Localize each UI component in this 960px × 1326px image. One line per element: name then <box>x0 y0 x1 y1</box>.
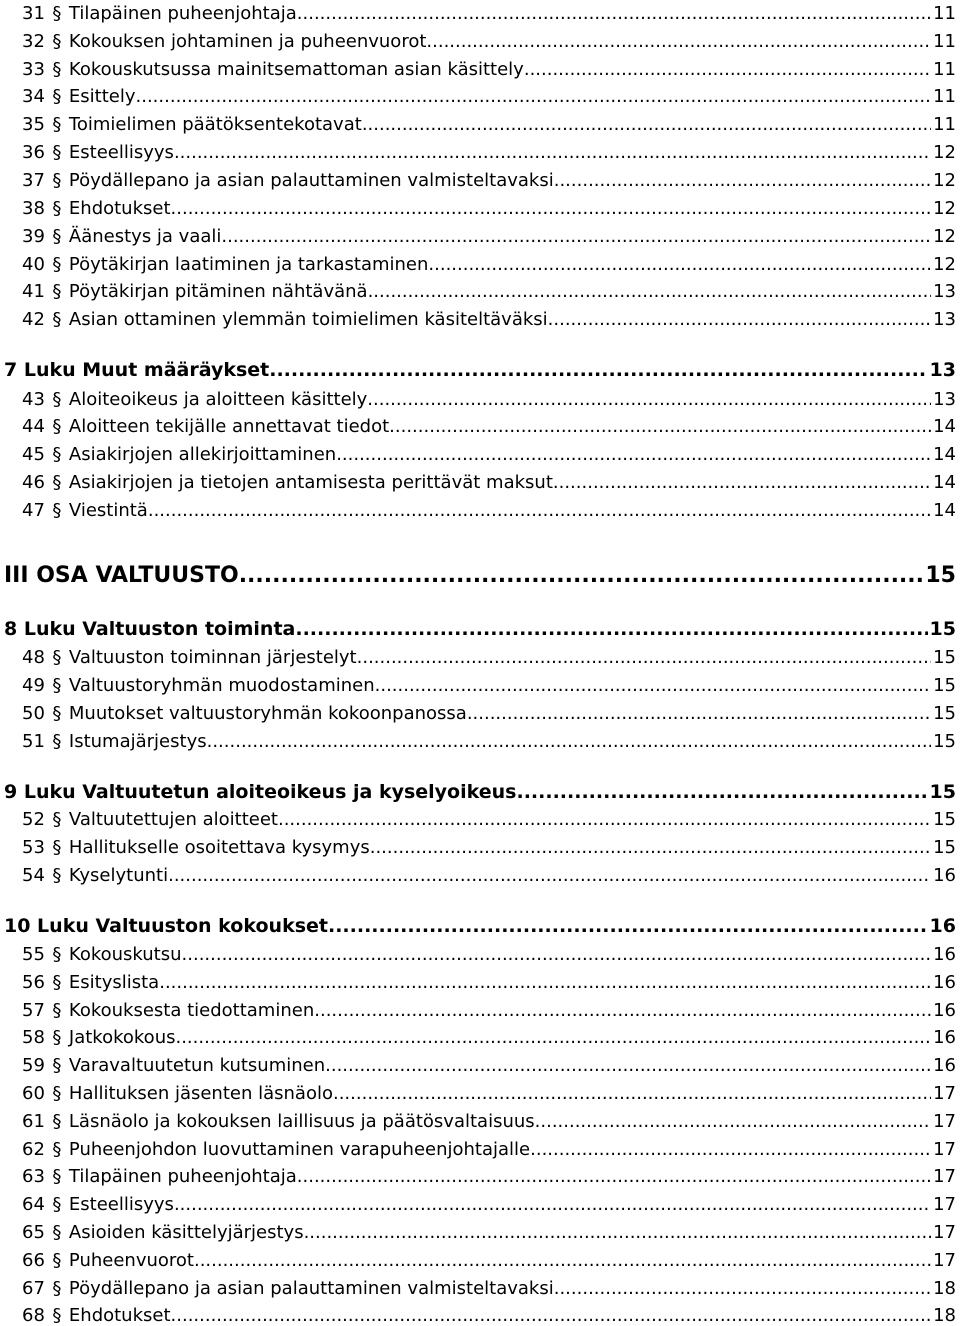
chapter-title: 10 Luku Valtuuston kokoukset <box>4 915 328 937</box>
section-title: Asiakirjojen ja tietojen antamisesta perittävät maksut <box>68 472 553 493</box>
section-sign-icon: § <box>52 944 62 965</box>
section-number: 52 <box>22 809 45 830</box>
section-sign-icon: § <box>52 1055 62 1076</box>
dot-leader <box>367 389 931 410</box>
entry-label <box>22 1305 171 1326</box>
entry-label <box>22 1027 175 1048</box>
entry-label <box>22 1055 325 1076</box>
dot-leader <box>221 226 931 247</box>
toc-part-entry[interactable] <box>4 560 956 588</box>
section-sign-icon: § <box>52 1139 62 1160</box>
entry-label <box>22 31 426 52</box>
section-title: Puheenvuorot <box>68 1250 194 1271</box>
section-title: Viestintä <box>68 500 148 521</box>
page-number: 11 <box>933 3 956 24</box>
page-number: 15 <box>933 675 956 696</box>
dot-leader <box>535 1111 931 1132</box>
toc-section-entry[interactable] <box>22 941 956 965</box>
entry-label <box>22 500 148 521</box>
entry-label <box>22 226 221 247</box>
section-title: Esityslista <box>68 972 160 993</box>
entry-label <box>22 647 357 668</box>
page-number: 15 <box>933 703 956 724</box>
section-title: Aloiteoikeus ja aloitteen käsittely <box>68 389 368 410</box>
toc-section-entry[interactable] <box>22 386 956 410</box>
page-number: 13 <box>933 309 956 330</box>
dot-leader <box>375 675 931 696</box>
section-number: 35 <box>22 114 45 135</box>
dot-leader <box>516 781 927 803</box>
entry-label <box>22 944 182 965</box>
toc-section-entry[interactable] <box>22 28 956 52</box>
page-number: 13 <box>933 281 956 302</box>
section-title: Asioiden käsittelyjärjestys <box>68 1222 304 1243</box>
section-number: 61 <box>22 1111 45 1132</box>
entry-label <box>22 1083 333 1104</box>
section-title: Valtuutettujen aloitteet <box>68 809 278 830</box>
page-number: 16 <box>933 865 956 886</box>
toc-section-entry[interactable] <box>22 278 956 302</box>
toc-section-entry[interactable] <box>22 1052 956 1076</box>
dot-leader <box>389 416 931 437</box>
dot-leader <box>467 703 931 724</box>
section-sign-icon: § <box>52 472 62 493</box>
section-sign-icon: § <box>52 226 62 247</box>
dot-leader <box>325 1055 931 1076</box>
toc-section-entry[interactable] <box>22 806 956 830</box>
entry-label <box>22 416 389 437</box>
page-number: 16 <box>933 1000 956 1021</box>
toc-section-entry[interactable] <box>22 111 956 135</box>
entry-label <box>22 1250 194 1271</box>
page-number: 15 <box>933 647 956 668</box>
section-title: Tilapäinen puheenjohtaja <box>68 3 297 24</box>
dot-leader <box>304 1222 932 1243</box>
dot-leader <box>171 1305 932 1326</box>
page-number: 17 <box>933 1250 956 1271</box>
section-sign-icon: § <box>52 416 62 437</box>
dot-leader <box>171 198 932 219</box>
section-number: 65 <box>22 1222 45 1243</box>
section-sign-icon: § <box>52 731 62 752</box>
page-number: 17 <box>933 1166 956 1187</box>
section-number: 59 <box>22 1055 45 1076</box>
entry-label <box>22 114 362 135</box>
section-sign-icon: § <box>52 254 62 275</box>
section-title: Kokouksen johtaminen ja puheenvuorot <box>68 31 427 52</box>
section-sign-icon: § <box>52 1000 62 1021</box>
dot-leader <box>524 59 931 80</box>
section-sign-icon: § <box>52 1305 62 1326</box>
entry-label <box>22 1222 304 1243</box>
toc-section-entry[interactable] <box>22 413 956 437</box>
toc-chapter-entry[interactable] <box>4 357 956 381</box>
section-title: Äänestys ja vaali <box>68 226 222 247</box>
chapter-title: 7 Luku Muut määräykset <box>4 359 270 381</box>
entry-label <box>22 1278 554 1299</box>
section-sign-icon: § <box>52 114 62 135</box>
toc-section-entry[interactable] <box>22 672 956 696</box>
dot-leader <box>336 444 931 465</box>
section-number: 66 <box>22 1250 45 1271</box>
toc-section-entry[interactable] <box>22 1219 956 1243</box>
toc-chapter-entry[interactable] <box>4 913 956 937</box>
dot-leader <box>194 1250 931 1271</box>
section-sign-icon: § <box>52 1083 62 1104</box>
section-number: 60 <box>22 1083 45 1104</box>
section-sign-icon: § <box>52 281 62 302</box>
part-title: III OSA VALTUUSTO <box>4 563 239 588</box>
section-number: 67 <box>22 1278 45 1299</box>
section-number: 40 <box>22 254 45 275</box>
toc-section-entry[interactable] <box>22 441 956 465</box>
entry-label <box>22 1000 314 1021</box>
section-sign-icon: § <box>52 647 62 668</box>
page-number: 12 <box>933 226 956 247</box>
entry-label <box>22 142 174 163</box>
toc-section-entry[interactable] <box>22 862 956 886</box>
toc-section-entry[interactable] <box>22 700 956 724</box>
section-number: 43 <box>22 389 45 410</box>
section-sign-icon: § <box>52 837 62 858</box>
entry-label <box>22 1166 297 1187</box>
section-title: Valtuustoryhmän muodostaminen <box>68 675 375 696</box>
dot-leader <box>362 114 931 135</box>
page-number: 18 <box>933 1305 956 1326</box>
section-sign-icon: § <box>52 809 62 830</box>
section-title: Hallituksen jäsenten läsnäolo <box>68 1083 333 1104</box>
section-number: 49 <box>22 675 45 696</box>
section-number: 32 <box>22 31 45 52</box>
section-number: 62 <box>22 1139 45 1160</box>
page-number: 17 <box>933 1139 956 1160</box>
page-number: 14 <box>933 500 956 521</box>
page-number: 15 <box>933 731 956 752</box>
page-number: 15 <box>925 563 956 588</box>
page-number: 11 <box>933 114 956 135</box>
section-sign-icon: § <box>52 1027 62 1048</box>
section-sign-icon: § <box>52 86 62 107</box>
entry-label <box>22 809 278 830</box>
entry-label <box>22 675 375 696</box>
section-title: Pöytäkirjan pitäminen nähtävänä <box>68 281 368 302</box>
dot-leader <box>174 1194 931 1215</box>
dot-leader <box>553 472 931 493</box>
page-number: 11 <box>933 86 956 107</box>
dot-leader <box>278 809 931 830</box>
dot-leader <box>548 309 931 330</box>
page-number: 15 <box>929 781 956 803</box>
dot-leader <box>314 1000 931 1021</box>
dot-leader <box>159 972 931 993</box>
section-sign-icon: § <box>52 59 62 80</box>
entry-label <box>22 254 428 275</box>
dot-leader <box>239 563 924 588</box>
entry-label <box>22 1194 174 1215</box>
section-number: 33 <box>22 59 45 80</box>
page-number: 17 <box>933 1111 956 1132</box>
page-number: 11 <box>933 59 956 80</box>
entry-label <box>22 865 168 886</box>
section-title: Toimielimen päätöksentekotavat <box>68 114 362 135</box>
page-number: 16 <box>933 972 956 993</box>
section-number: 47 <box>22 500 45 521</box>
toc-section-entry[interactable] <box>22 56 956 80</box>
dot-leader <box>297 3 931 24</box>
entry-label <box>22 309 548 330</box>
page-number: 16 <box>933 944 956 965</box>
dot-leader <box>136 86 932 107</box>
section-title: Pöydällepano ja asian palauttaminen valmisteltavaksi <box>68 170 554 191</box>
section-title: Pöytäkirjan laatiminen ja tarkastaminen <box>68 254 429 275</box>
dot-leader <box>168 865 931 886</box>
section-title: Muutokset valtuustoryhmän kokoonpanossa <box>68 703 467 724</box>
toc-section-entry[interactable] <box>22 167 956 191</box>
dot-leader <box>333 1083 931 1104</box>
page-number: 12 <box>933 198 956 219</box>
section-title: Ehdotukset <box>68 198 171 219</box>
entry-label <box>22 837 370 858</box>
section-sign-icon: § <box>52 142 62 163</box>
page-number: 12 <box>933 170 956 191</box>
entry-label <box>22 703 467 724</box>
entry-label <box>22 1139 530 1160</box>
section-sign-icon: § <box>52 703 62 724</box>
toc-section-entry[interactable] <box>22 223 956 247</box>
toc-section-entry[interactable] <box>22 497 956 521</box>
entry-label <box>22 198 171 219</box>
section-title: Esteellisyys <box>68 1194 174 1215</box>
entry-label <box>22 472 553 493</box>
section-sign-icon: § <box>52 31 62 52</box>
section-title: Valtuuston toiminnan järjestelyt <box>68 647 357 668</box>
section-number: 68 <box>22 1305 45 1326</box>
toc-chapter-entry[interactable] <box>4 779 956 803</box>
entry-label <box>22 731 207 752</box>
toc-section-entry[interactable] <box>22 83 956 107</box>
section-sign-icon: § <box>52 500 62 521</box>
section-number: 53 <box>22 837 45 858</box>
section-title: Puheenjohdon luovuttaminen varapuheenjohtajalle <box>68 1139 531 1160</box>
page-number: 14 <box>933 416 956 437</box>
dot-leader <box>357 647 931 668</box>
dot-leader <box>368 281 932 302</box>
section-number: 42 <box>22 309 45 330</box>
section-sign-icon: § <box>52 444 62 465</box>
section-title: Kokouskutsussa mainitsemattoman asian käsittely <box>68 59 524 80</box>
section-sign-icon: § <box>52 1111 62 1132</box>
section-number: 57 <box>22 1000 45 1021</box>
section-number: 37 <box>22 170 45 191</box>
section-title: Esteellisyys <box>68 142 174 163</box>
section-number: 58 <box>22 1027 45 1048</box>
section-sign-icon: § <box>52 675 62 696</box>
toc-section-entry[interactable] <box>22 306 956 330</box>
dot-leader <box>295 618 927 640</box>
entry-label <box>22 3 297 24</box>
toc-section-entry[interactable] <box>22 1191 956 1215</box>
entry-label <box>22 1111 535 1132</box>
dot-leader <box>428 254 931 275</box>
section-title: Jatkokokous <box>68 1027 176 1048</box>
toc-section-entry[interactable] <box>22 834 956 858</box>
section-sign-icon: § <box>52 1194 62 1215</box>
section-title: Istumajärjestys <box>68 731 207 752</box>
dot-leader <box>426 31 931 52</box>
toc-section-entry[interactable] <box>22 469 956 493</box>
section-title: Hallitukselle osoitettava kysymys <box>68 837 370 858</box>
section-number: 63 <box>22 1166 45 1187</box>
toc-section-entry[interactable] <box>22 1302 956 1326</box>
entry-label <box>22 86 136 107</box>
page-number: 17 <box>933 1222 956 1243</box>
chapter-title: 9 Luku Valtuutetun aloiteoikeus ja kyselyoikeus <box>4 781 517 803</box>
toc-section-entry[interactable] <box>22 1136 956 1160</box>
section-number: 38 <box>22 198 45 219</box>
toc-section-entry[interactable] <box>22 969 956 993</box>
toc-section-entry[interactable] <box>22 644 956 668</box>
toc-section-entry[interactable] <box>22 0 956 24</box>
section-number: 39 <box>22 226 45 247</box>
page-number: 16 <box>933 1027 956 1048</box>
toc-section-entry[interactable] <box>22 728 956 752</box>
section-number: 54 <box>22 865 45 886</box>
toc-section-entry[interactable] <box>22 1108 956 1132</box>
page-number: 13 <box>933 389 956 410</box>
toc-section-entry[interactable] <box>22 1247 956 1271</box>
section-number: 48 <box>22 647 45 668</box>
toc-section-entry[interactable] <box>22 1024 956 1048</box>
toc-section-entry[interactable] <box>22 195 956 219</box>
page-number: 15 <box>933 809 956 830</box>
section-number: 55 <box>22 944 45 965</box>
section-sign-icon: § <box>52 1166 62 1187</box>
section-number: 50 <box>22 703 45 724</box>
page-number: 12 <box>933 254 956 275</box>
page-number: 16 <box>933 1055 956 1076</box>
section-number: 46 <box>22 472 45 493</box>
dot-leader <box>207 731 931 752</box>
entry-label <box>22 444 336 465</box>
section-sign-icon: § <box>52 1278 62 1299</box>
toc-section-entry[interactable] <box>22 251 956 275</box>
section-sign-icon: § <box>52 865 62 886</box>
section-title: Asiakirjojen allekirjoittaminen <box>68 444 337 465</box>
page-number: 17 <box>933 1194 956 1215</box>
entry-label <box>22 59 524 80</box>
dot-leader <box>175 1027 931 1048</box>
section-sign-icon: § <box>52 389 62 410</box>
toc-section-entry[interactable] <box>22 1163 956 1187</box>
page-number: 12 <box>933 142 956 163</box>
dot-leader <box>148 500 931 521</box>
entry-label <box>22 972 159 993</box>
dot-leader <box>328 915 928 937</box>
section-title: Esittely <box>68 86 136 107</box>
dot-leader <box>554 1278 931 1299</box>
dot-leader <box>182 944 932 965</box>
section-title: Läsnäolo ja kokouksen laillisuus ja päätösvaltaisuus <box>68 1111 535 1132</box>
section-title: Tilapäinen puheenjohtaja <box>68 1166 297 1187</box>
section-number: 64 <box>22 1194 45 1215</box>
dot-leader <box>530 1139 931 1160</box>
page-number: 13 <box>929 359 956 381</box>
section-number: 51 <box>22 731 45 752</box>
section-sign-icon: § <box>52 170 62 191</box>
section-sign-icon: § <box>52 3 62 24</box>
section-title: Pöydällepano ja asian palauttaminen valmisteltavaksi <box>68 1278 554 1299</box>
section-title: Varavaltuutetun kutsuminen <box>68 1055 326 1076</box>
toc-chapter-entry[interactable] <box>4 616 956 640</box>
dot-leader <box>174 142 931 163</box>
section-title: Aloitteen tekijälle annettavat tiedot <box>68 416 390 437</box>
section-title: Kokouskutsu <box>68 944 182 965</box>
section-number: 34 <box>22 86 45 107</box>
page-number: 18 <box>933 1278 956 1299</box>
section-sign-icon: § <box>52 1250 62 1271</box>
section-sign-icon: § <box>52 309 62 330</box>
entry-label <box>22 281 368 302</box>
dot-leader <box>269 359 927 381</box>
dot-leader <box>554 170 931 191</box>
toc-section-entry[interactable] <box>22 1275 956 1299</box>
toc-section-entry[interactable] <box>22 997 956 1021</box>
page-number: 14 <box>933 472 956 493</box>
section-number: 45 <box>22 444 45 465</box>
toc-section-entry[interactable] <box>22 139 956 163</box>
section-number: 41 <box>22 281 45 302</box>
section-number: 36 <box>22 142 45 163</box>
page-number: 15 <box>933 837 956 858</box>
section-number: 56 <box>22 972 45 993</box>
page-number: 14 <box>933 444 956 465</box>
section-number: 31 <box>22 3 45 24</box>
section-title: Kyselytunti <box>68 865 169 886</box>
entry-label <box>22 170 554 191</box>
page-number: 16 <box>929 915 956 937</box>
section-title: Ehdotukset <box>68 1305 171 1326</box>
page-number: 15 <box>929 618 956 640</box>
dot-leader <box>370 837 931 858</box>
section-number: 44 <box>22 416 45 437</box>
section-title: Kokouksesta tiedottaminen <box>68 1000 315 1021</box>
entry-label <box>22 389 367 410</box>
dot-leader <box>297 1166 931 1187</box>
section-sign-icon: § <box>52 198 62 219</box>
chapter-title: 8 Luku Valtuuston toiminta <box>4 618 296 640</box>
toc-section-entry[interactable] <box>22 1080 956 1104</box>
section-title: Asian ottaminen ylemmän toimielimen käsiteltäväksi <box>68 309 548 330</box>
section-sign-icon: § <box>52 972 62 993</box>
section-sign-icon: § <box>52 1222 62 1243</box>
page-number: 11 <box>933 31 956 52</box>
page-number: 17 <box>933 1083 956 1104</box>
